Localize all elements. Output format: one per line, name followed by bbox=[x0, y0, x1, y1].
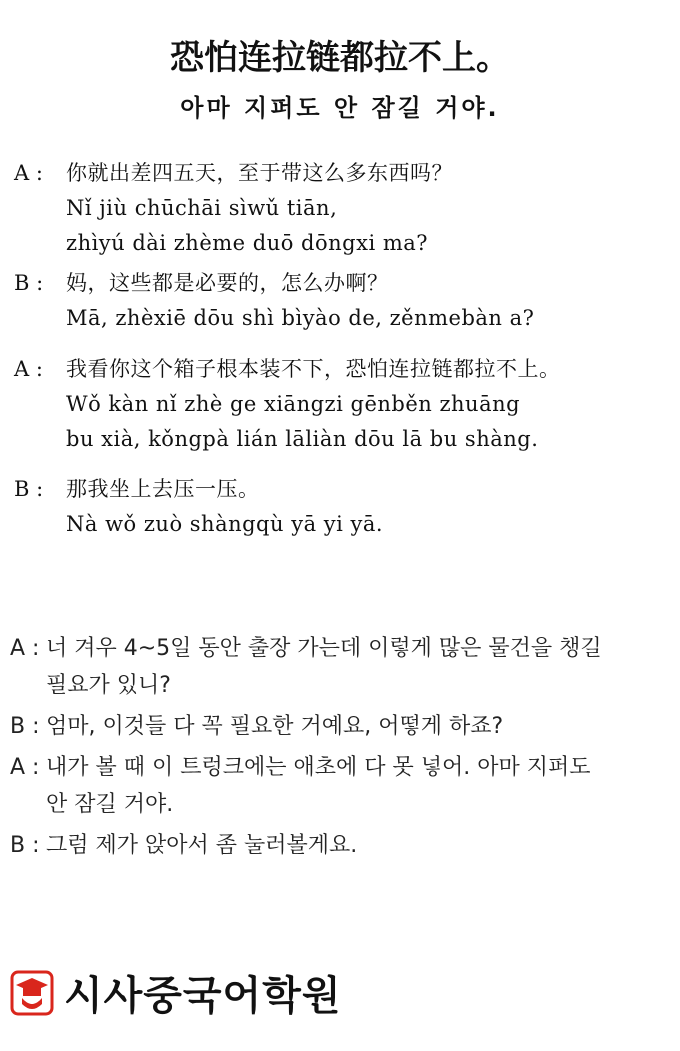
pinyin-line: bu xià, kǒngpà lián lāliàn dōu lā bu shàng. bbox=[66, 427, 539, 451]
pinyin-line: Nǐ jiù chūchāi sìwǔ tiān, bbox=[66, 196, 338, 220]
translation-text: 안 잠길 거야. bbox=[46, 792, 174, 817]
dialogue-line-1 bbox=[14, 156, 674, 261]
speaker-label: A : bbox=[10, 636, 40, 661]
pinyin-line: Nà wǒ zuò shàngqù yā yi yā. bbox=[66, 512, 384, 536]
dialogue-block bbox=[14, 156, 674, 261]
translation-line-1 bbox=[10, 630, 670, 704]
hanzi-line: 那我坐上去压一压。 bbox=[66, 477, 260, 501]
pinyin-line: Mā, zhèxiē dōu shì bìyào de, zěnmebàn a? bbox=[66, 306, 535, 330]
pinyin-line: Wǒ kàn nǐ zhè ge xiāngzi gēnběn zhuāng bbox=[66, 392, 521, 416]
speaker-label: B : bbox=[10, 833, 40, 858]
speaker-label: A : bbox=[14, 161, 43, 185]
translation-text: 그럼 제가 앉아서 좀 눌러볼게요. bbox=[46, 833, 358, 858]
page-title-korean: 아마 지퍼도 안 잠길 거야. bbox=[180, 94, 500, 122]
hanzi-line: 我看你这个箱子根本装不下，恐怕连拉链都拉不上。 bbox=[66, 357, 561, 381]
dialogue-line-3 bbox=[14, 352, 674, 457]
dialogue-block bbox=[14, 472, 674, 542]
brand-name: 시사중국어학원 bbox=[64, 973, 342, 1019]
speaker-label: B : bbox=[14, 271, 44, 295]
dialogue-block bbox=[14, 352, 674, 457]
translation-text: 너 겨우 4~5일 동안 출장 가는데 이렇게 많은 물건을 챙길 bbox=[46, 636, 602, 661]
hanzi-line: 妈，这些都是必要的，怎么办啊？ bbox=[66, 271, 389, 295]
translation-text: 엄마, 이것들 다 꼭 필요한 거예요, 어떻게 하죠? bbox=[46, 714, 504, 739]
brand-logo bbox=[10, 964, 341, 1021]
speaker-label: A : bbox=[10, 755, 40, 780]
speaker-label: B : bbox=[10, 714, 40, 739]
translation-text: 필요가 있니? bbox=[46, 673, 171, 698]
page-title-chinese: 恐怕连拉链都拉不上。 bbox=[170, 38, 510, 78]
dialogue-line-2 bbox=[14, 266, 674, 336]
speaker-label: B : bbox=[14, 477, 44, 501]
translation-text: 내가 볼 때 이 트렁크에는 애초에 다 못 넣어. 아마 지퍼도 bbox=[46, 755, 591, 780]
sisa-logo-icon bbox=[10, 970, 54, 1016]
dialogue-line-4 bbox=[14, 472, 674, 542]
hanzi-line: 你就出差四五天，至于带这么多东西吗？ bbox=[66, 161, 453, 185]
translation-line-3 bbox=[10, 749, 670, 823]
pinyin-line: zhìyú dài zhème duō dōngxi ma? bbox=[66, 231, 429, 255]
translation-line-2 bbox=[10, 708, 670, 745]
speaker-label: A : bbox=[14, 357, 43, 381]
translation-block bbox=[10, 630, 670, 864]
dialogue-block bbox=[14, 266, 674, 336]
translation-line-4 bbox=[10, 827, 670, 864]
